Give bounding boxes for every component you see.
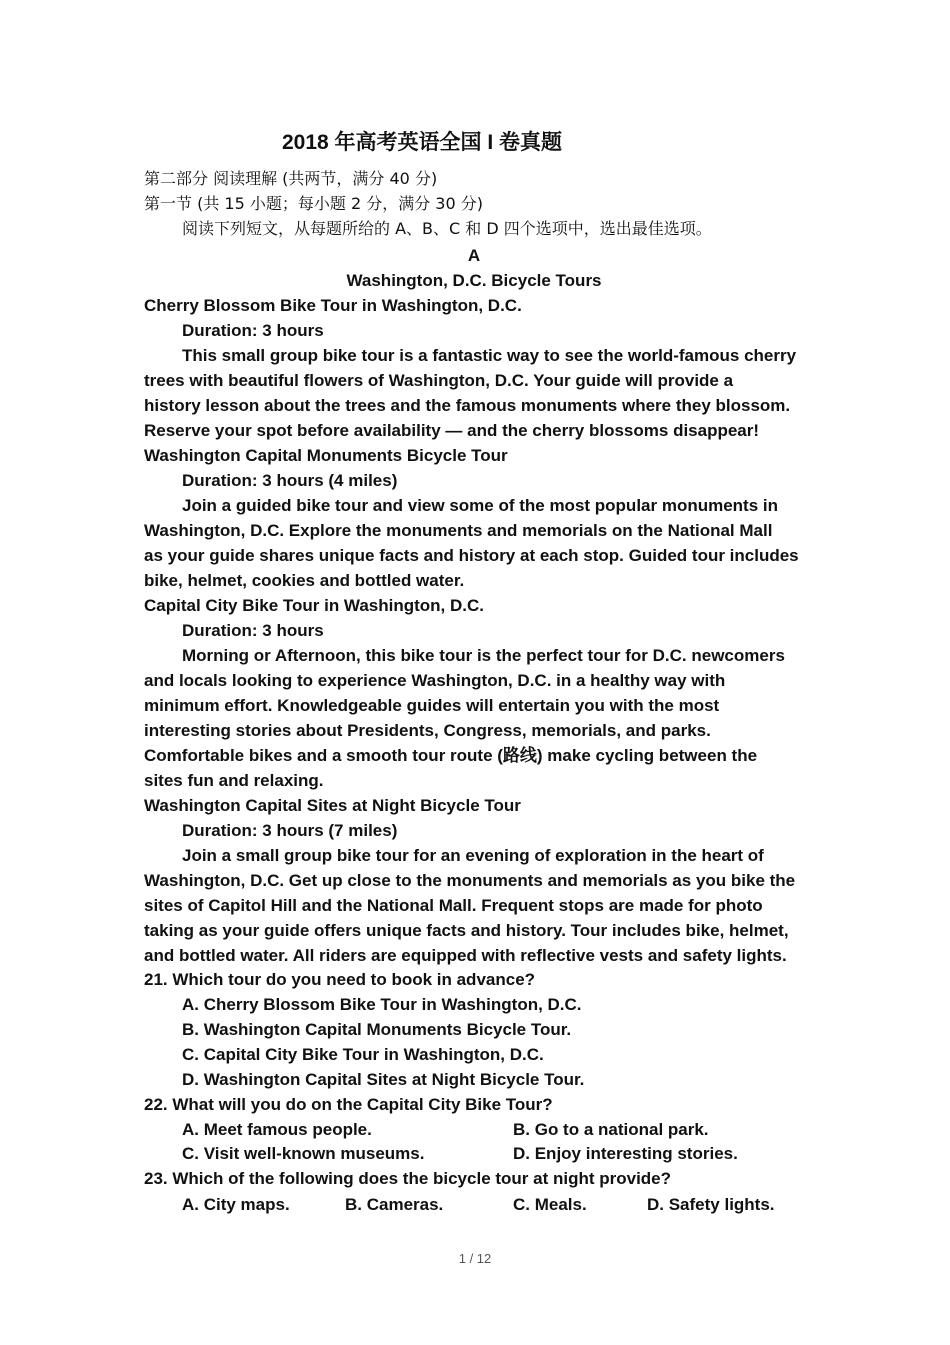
- tour-text-line: Washington, D.C. Explore the monuments and memorials on the National Mall: [144, 521, 773, 540]
- question-option: A. City maps.: [182, 1195, 290, 1214]
- tour-text-line: taking as your guide offers unique facts and history. Tour includes bike, helmet,: [144, 921, 789, 940]
- passage-title: Washington, D.C. Bicycle Tours: [346, 271, 602, 290]
- question-option: D. Washington Capital Sites at Night Bicycle Tour.: [182, 1070, 585, 1089]
- tour-duration: Duration: 3 hours: [182, 621, 324, 640]
- tour-text-line: Washington, D.C. Get up close to the monuments and memorials as you bike the: [144, 871, 796, 890]
- tour-text-line: Join a guided bike tour and view some of the most popular monuments in: [182, 496, 779, 515]
- question-option: D. Enjoy interesting stories.: [513, 1144, 738, 1163]
- question-option: B. Go to a national park.: [513, 1120, 709, 1139]
- question-option: C. Meals.: [513, 1195, 587, 1214]
- section-heading: 第一节 (共 15 小题；每小题 2 分，满分 30 分): [144, 194, 483, 213]
- question-option: A. Meet famous people.: [182, 1120, 372, 1139]
- tour-text-line: as your guide shares unique facts and history at each stop. Guided tour includes: [144, 546, 799, 565]
- tour-duration: Duration: 3 hours (4 miles): [182, 471, 398, 490]
- question-option: C. Visit well-known museums.: [182, 1144, 425, 1163]
- question-stem: 23. Which of the following does the bicycle tour at night provide?: [144, 1169, 672, 1188]
- tour-text-line: interesting stories about Presidents, Congress, memorials, and parks.: [144, 721, 711, 740]
- tour-text-line: sites fun and relaxing.: [144, 771, 324, 790]
- instruction-text: 阅读下列短文，从每题所给的 A、B、C 和 D 四个选项中，选出最佳选项。: [182, 219, 712, 238]
- part-heading: 第二部分 阅读理解 (共两节，满分 40 分): [144, 169, 438, 188]
- tour-text-line: sites of Capitol Hill and the National Mall. Frequent stops are made for photo: [144, 896, 763, 915]
- tour-text-line: Comfortable bikes and a smooth tour route (路线) make cycling between the: [144, 746, 758, 765]
- tour-text-line: minimum effort. Knowledgeable guides will entertain you with the most: [144, 696, 720, 715]
- tour-text-line: Join a small group bike tour for an evening of exploration in the heart of: [182, 846, 764, 865]
- passage-label: A: [467, 246, 481, 265]
- tour-text-line: and locals looking to experience Washington, D.C. in a healthy way with: [144, 671, 726, 690]
- tour-text-line: history lesson about the trees and the famous monuments where they blossom.: [144, 396, 791, 415]
- tour-name: Capital City Bike Tour in Washington, D.C.: [144, 596, 485, 615]
- tour-text-line: trees with beautiful flowers of Washington, D.C. Your guide will provide a: [144, 371, 734, 390]
- question-stem: 22. What will you do on the Capital City Bike Tour?: [144, 1095, 553, 1114]
- document-title: 2018 年高考英语全国 I 卷真题: [281, 131, 563, 154]
- tour-duration: Duration: 3 hours (7 miles): [182, 821, 398, 840]
- tour-name: Washington Capital Monuments Bicycle Tour: [144, 446, 508, 465]
- question-option: D. Safety lights.: [647, 1195, 775, 1214]
- tour-name: Cherry Blossom Bike Tour in Washington, D.C.: [144, 296, 522, 315]
- tour-text-line: Reserve your spot before availability — and the cherry blossoms disappear!: [144, 421, 760, 440]
- question-option: B. Washington Capital Monuments Bicycle Tour.: [182, 1020, 572, 1039]
- tour-duration: Duration: 3 hours: [182, 321, 324, 340]
- question-option: B. Cameras.: [345, 1195, 444, 1214]
- tour-text-line: and bottled water. All riders are equipped with reflective vests and safety lights.: [144, 946, 787, 965]
- question-option: C. Capital City Bike Tour in Washington, D.C.: [182, 1045, 544, 1064]
- page-number: 1 / 12: [458, 1251, 492, 1266]
- tour-text-line: This small group bike tour is a fantastic way to see the world-famous cherry: [182, 346, 797, 365]
- tour-name: Washington Capital Sites at Night Bicycle Tour: [144, 796, 521, 815]
- question-option: A. Cherry Blossom Bike Tour in Washington, D.C.: [182, 995, 582, 1014]
- question-stem: 21. Which tour do you need to book in advance?: [144, 970, 536, 989]
- tour-text-line: Morning or Afternoon, this bike tour is the perfect tour for D.C. newcomers: [182, 646, 785, 665]
- tour-text-line: bike, helmet, cookies and bottled water.: [144, 571, 465, 590]
